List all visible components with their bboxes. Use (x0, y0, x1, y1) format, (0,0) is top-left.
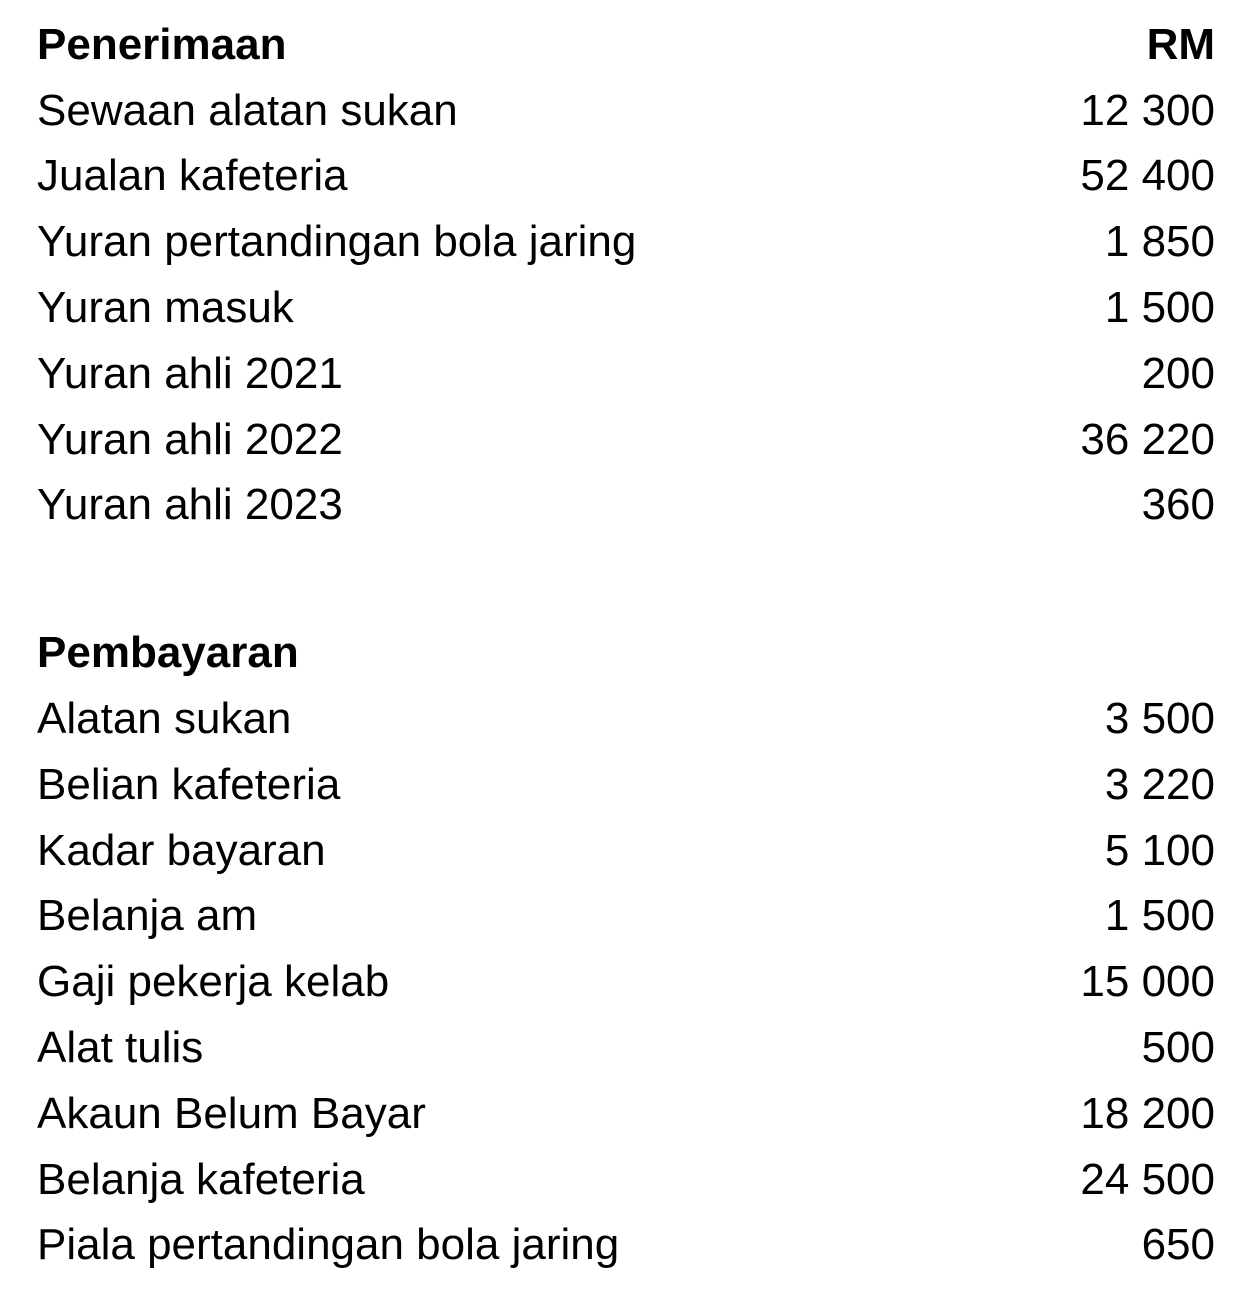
receipt-row (37, 78, 1215, 144)
receipt-amount: 360 (1141, 480, 1215, 530)
receipt-amount: 12 300 (1080, 85, 1215, 135)
payment-amount: 3 500 (1104, 694, 1215, 744)
receipt-label: Yuran ahli 2021 (37, 348, 343, 398)
payment-amount: 18 200 (1080, 1088, 1215, 1138)
receipt-row (37, 144, 1215, 210)
payment-label: Alat tulis (37, 1023, 204, 1073)
receipt-amount: 52 400 (1080, 151, 1215, 201)
receipt-amount: 1 500 (1104, 283, 1215, 333)
payment-row (37, 1015, 1215, 1081)
payment-label: Belanja am (37, 891, 258, 941)
payment-label: Kadar bayaran (37, 825, 326, 875)
payment-amount: 5 100 (1104, 825, 1215, 875)
section-spacer (37, 538, 1215, 620)
payment-label: Belian kafeteria (37, 759, 341, 809)
payment-row (37, 884, 1215, 950)
receipt-row (37, 275, 1215, 341)
payment-label: Alatan sukan (37, 694, 292, 744)
receipt-amount: 200 (1141, 348, 1215, 398)
receipt-row (37, 341, 1215, 407)
payments-heading: Pembayaran (37, 628, 299, 678)
receipt-row (37, 209, 1215, 275)
accounts-sheet (37, 12, 1215, 1278)
receipt-label: Jualan kafeteria (37, 151, 348, 201)
payment-row (37, 949, 1215, 1015)
payment-amount: 500 (1141, 1023, 1215, 1073)
payment-row (37, 686, 1215, 752)
payment-row (37, 1213, 1215, 1279)
receipt-label: Yuran ahli 2022 (37, 414, 343, 464)
payment-amount: 1 500 (1104, 891, 1215, 941)
payment-label: Piala pertandingan bola jaring (37, 1220, 620, 1270)
currency-label: RM (1146, 19, 1215, 69)
receipt-row (37, 407, 1215, 473)
receipts-heading: Penerimaan (37, 19, 287, 69)
receipt-label: Sewaan alatan sukan (37, 85, 458, 135)
payment-amount: 650 (1141, 1220, 1215, 1270)
payment-row (37, 1081, 1215, 1147)
payment-label: Akaun Belum Bayar (37, 1088, 426, 1138)
receipt-amount: 1 850 (1104, 217, 1215, 267)
payment-amount: 24 500 (1080, 1154, 1215, 1204)
receipt-label: Yuran ahli 2023 (37, 480, 343, 530)
payment-label: Belanja kafeteria (37, 1154, 365, 1204)
receipt-amount: 36 220 (1080, 414, 1215, 464)
payment-amount: 3 220 (1104, 759, 1215, 809)
receipts-header (37, 12, 1215, 78)
payment-row (37, 1147, 1215, 1213)
payments-header (37, 620, 1215, 686)
receipt-label: Yuran masuk (37, 283, 294, 333)
payment-row (37, 752, 1215, 818)
payment-amount: 15 000 (1080, 957, 1215, 1007)
receipt-row (37, 473, 1215, 539)
receipt-label: Yuran pertandingan bola jaring (37, 217, 637, 267)
payment-row (37, 818, 1215, 884)
payment-label: Gaji pekerja kelab (37, 957, 390, 1007)
